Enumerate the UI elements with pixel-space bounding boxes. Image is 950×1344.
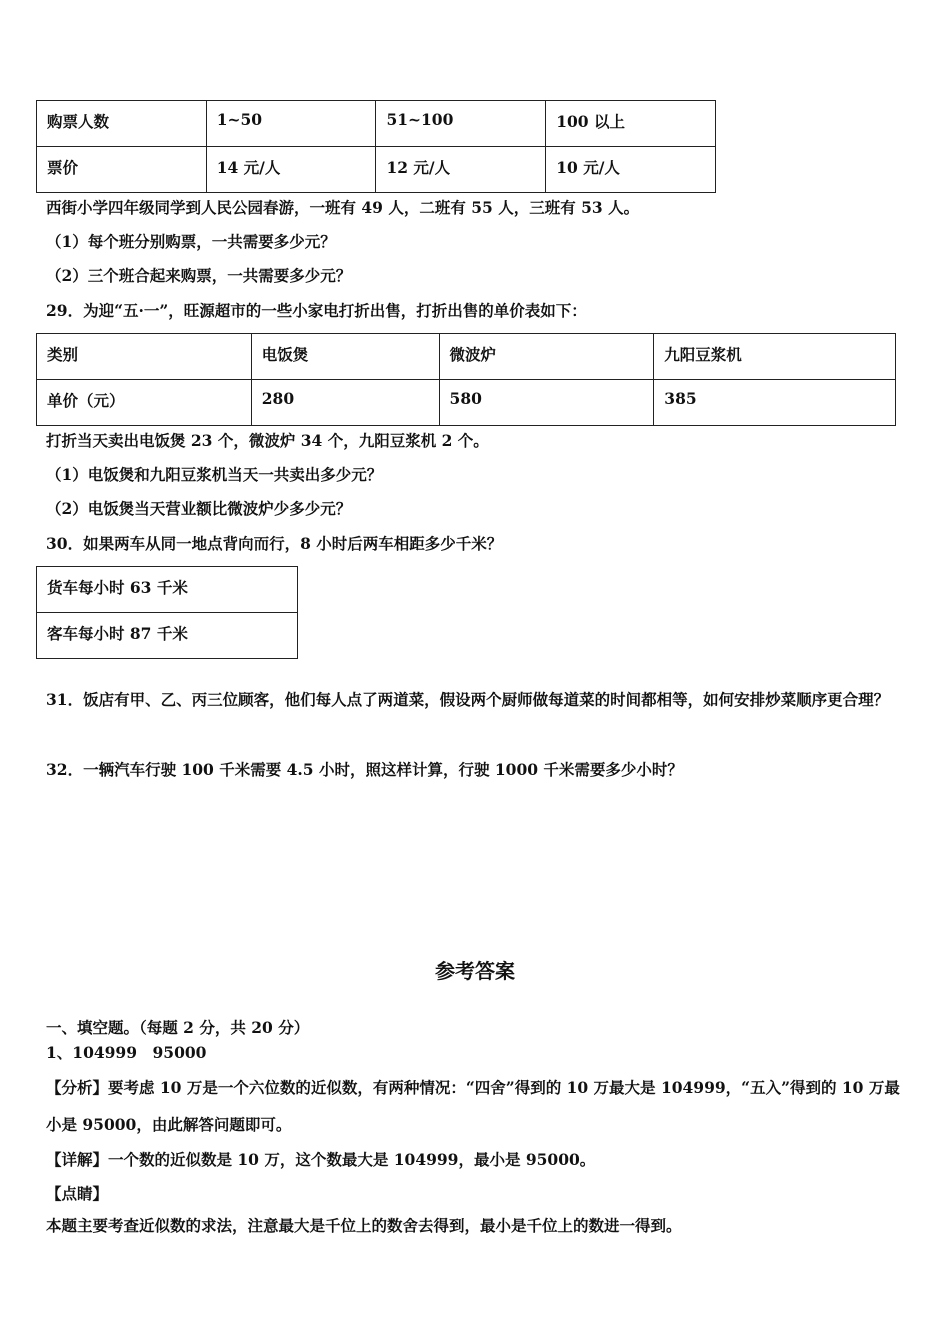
answer-analysis: 【分析】要考虑 10 万是一个六位数的近似数，有两种情况：“四舍”得到的 10 万最大是 104999，“五入”得到的 10 万最小是 95000，由此解答问题即可。 <box>46 1078 900 1134</box>
table-cell: 客车每小时 87 千米 <box>37 613 298 659</box>
table-cell: 51~100 <box>376 101 546 147</box>
table-row <box>37 613 298 659</box>
q29-title: 29．为迎“五·一”，旺源超市的一些小家电打折出售，打折出售的单价表如下： <box>46 301 587 320</box>
table-cell: 票价 <box>37 147 207 193</box>
table-cell: 580 <box>439 380 654 426</box>
answer-detail: 【详解】一个数的近似数是 10 万，这个数最大是 104999，最小是 95000。 <box>46 1150 596 1169</box>
q28-part2: （2）三个班合起来购票，一共需要多少元？ <box>46 266 352 285</box>
table-cell: 微波炉 <box>439 334 654 380</box>
table-cell: 类别 <box>37 334 252 380</box>
table-cell: 电饭煲 <box>251 334 439 380</box>
table-row <box>37 567 298 613</box>
table-row <box>37 147 716 193</box>
answers-section: 一、填空题。（每题 2 分，共 20 分） <box>46 1018 310 1037</box>
q29-after: 打折当天卖出电饭煲 23 个，微波炉 34 个，九阳豆浆机 2 个。 <box>46 431 489 450</box>
table-cell: 货车每小时 63 千米 <box>37 567 298 613</box>
table-cell: 1~50 <box>206 101 376 147</box>
table-cell: 单价（元） <box>37 380 252 426</box>
q29-part2: （2）电饭煲当天营业额比微波炉少多少元？ <box>46 499 352 518</box>
table-cell: 购票人数 <box>37 101 207 147</box>
table-row <box>37 101 716 147</box>
q31-text: 31．饭店有甲、乙、丙三位顾客，他们每人点了两道菜，假设两个厨师做每道菜的时间都相等，如何安排炒菜顺序更合理？ <box>46 690 890 709</box>
answer-comment-label: 【点睛】 <box>46 1184 109 1203</box>
table-cell: 10 元/人 <box>546 147 716 193</box>
answers-heading: 参考答案 <box>435 959 515 983</box>
answer-comment: 本题主要考查近似数的求法，注意最大是千位上的数舍去得到，最小是千位上的数进一得到。 <box>46 1216 682 1235</box>
table-cell: 12 元/人 <box>376 147 546 193</box>
table-cell: 385 <box>654 380 896 426</box>
vehicle-speed-table <box>36 566 298 659</box>
q30-title: 30．如果两车从同一地点背向而行，8 小时后两车相距多少千米？ <box>46 534 503 553</box>
answer-1: 1、104999 95000 <box>46 1043 207 1062</box>
table-row <box>37 380 896 426</box>
q28-intro: 西街小学四年级同学到人民公园春游，一班有 49 人，二班有 55 人，三班有 53 人。 <box>46 198 640 217</box>
q32-text: 32．一辆汽车行驶 100 千米需要 4.5 小时，照这样计算，行驶 1000 千米需要多少小时？ <box>46 760 683 779</box>
table-row <box>37 334 896 380</box>
q29-part1: （1）电饭煲和九阳豆浆机当天一共卖出多少元？ <box>46 465 383 484</box>
ticket-price-table <box>36 100 716 193</box>
table-cell: 九阳豆浆机 <box>654 334 896 380</box>
appliance-price-table <box>36 333 896 426</box>
table-cell: 100 以上 <box>546 101 716 147</box>
table-cell: 14 元/人 <box>206 147 376 193</box>
q28-part1: （1）每个班分别购票，一共需要多少元？ <box>46 232 336 251</box>
table-cell: 280 <box>251 380 439 426</box>
